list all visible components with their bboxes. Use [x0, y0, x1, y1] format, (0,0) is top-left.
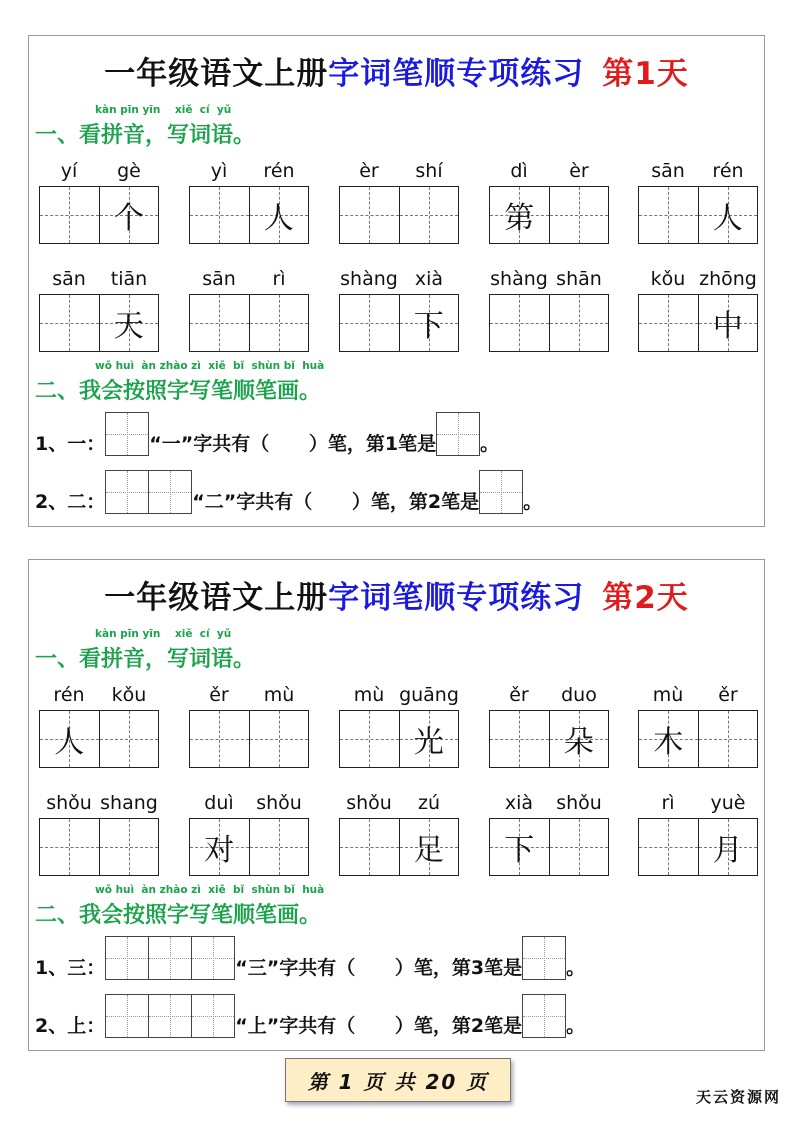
writing-cell[interactable]	[639, 295, 698, 351]
stroke-cell[interactable]	[523, 995, 565, 1037]
word-item	[39, 792, 159, 876]
pinyin: ěr	[509, 684, 529, 706]
writing-grid[interactable]	[638, 710, 758, 768]
writing-cell[interactable]	[40, 295, 99, 351]
writing-grid[interactable]	[489, 710, 609, 768]
section1-pinyin: kàn pīn yīn xiě cí yǔ	[95, 104, 232, 116]
pinyin: shǒu	[256, 792, 302, 814]
writing-cell[interactable]	[40, 819, 99, 875]
pinyin: èr	[569, 160, 589, 182]
stroke-question	[35, 412, 499, 456]
printed-char: 月	[712, 833, 743, 868]
pinyin: yì	[210, 160, 228, 182]
title-part: 一年级语文上册	[104, 580, 329, 616]
word-item	[39, 160, 159, 244]
section1-heading: 一、看拼音，写词语。	[35, 123, 256, 148]
stroke-grid[interactable]	[105, 412, 149, 456]
word-item	[339, 792, 459, 876]
section2-heading: 二、我会按照字写笔顺笔画。	[35, 903, 322, 928]
writing-cell[interactable]	[99, 187, 159, 243]
question-end: 。	[523, 491, 543, 513]
stroke-cell[interactable]	[148, 471, 191, 513]
worksheet-day-2	[28, 559, 765, 1051]
writing-grid[interactable]	[189, 294, 309, 352]
answer-stroke-box[interactable]	[479, 470, 523, 514]
writing-cell[interactable]	[190, 295, 249, 351]
writing-cell[interactable]	[340, 711, 399, 767]
pinyin: rì	[661, 792, 675, 814]
writing-cell[interactable]	[698, 819, 758, 875]
page-indicator: 第 1 页 共 20 页	[285, 1058, 511, 1102]
printed-char: 光	[413, 725, 444, 760]
stroke-grid[interactable]	[105, 470, 192, 514]
stroke-cell[interactable]	[106, 413, 148, 455]
writing-grid[interactable]	[339, 294, 459, 352]
writing-cell[interactable]	[639, 187, 698, 243]
writing-grid[interactable]	[189, 818, 309, 876]
title-part: 字词笔顺专项练习	[328, 580, 585, 616]
word-item	[489, 684, 609, 768]
worksheet-title	[29, 572, 764, 617]
pinyin: rén	[53, 684, 85, 706]
writing-cell[interactable]	[698, 187, 758, 243]
writing-grid[interactable]	[189, 710, 309, 768]
printed-char: 对	[204, 833, 235, 868]
printed-char: 人	[712, 201, 743, 236]
section2-heading: 二、我会按照字写笔顺笔画。	[35, 379, 322, 404]
printed-char: 下	[413, 309, 444, 344]
stroke-question	[35, 470, 542, 514]
word-item	[638, 792, 758, 876]
writing-cell[interactable]	[698, 711, 758, 767]
writing-grid[interactable]	[489, 818, 609, 876]
writing-grid[interactable]	[339, 186, 459, 244]
printed-char: 木	[653, 725, 684, 760]
answer-stroke-box[interactable]	[522, 994, 566, 1038]
pinyin: rì	[272, 268, 286, 290]
pinyin: dì	[510, 160, 528, 182]
stroke-cell[interactable]	[523, 937, 565, 979]
section2-pinyin: wǒ huì àn zhào zì xiě bǐ shùn bǐ huà	[95, 884, 325, 896]
writing-cell[interactable]	[639, 819, 698, 875]
pinyin: gè	[117, 160, 141, 182]
pinyin: mù	[353, 684, 385, 706]
writing-cell[interactable]	[490, 711, 549, 767]
title-part: 字词笔顺专项练习	[328, 56, 585, 92]
pinyin: zú	[417, 792, 440, 814]
pinyin: duì	[204, 792, 234, 814]
word-item	[638, 684, 758, 768]
word-item	[339, 684, 459, 768]
writing-cell[interactable]	[99, 295, 159, 351]
pinyin: shǒu	[556, 792, 602, 814]
section1-pinyin: kàn pīn yīn xiě cí yǔ	[95, 628, 232, 640]
writing-cell[interactable]	[99, 819, 159, 875]
printed-char: 人	[54, 725, 85, 760]
pinyin: rén	[263, 160, 295, 182]
writing-cell[interactable]	[399, 711, 459, 767]
pinyin: ěr	[718, 684, 738, 706]
word-item	[638, 160, 758, 244]
writing-grid[interactable]	[489, 186, 609, 244]
pinyin: sān	[52, 268, 86, 290]
question-end: 。	[566, 1015, 586, 1037]
pinyin: kǒu	[111, 684, 147, 706]
stroke-question	[35, 936, 585, 980]
question-text: “三”字共有（ ）笔，第3笔是	[235, 957, 523, 979]
writing-cell[interactable]	[249, 295, 309, 351]
writing-grid[interactable]	[39, 710, 159, 768]
pinyin: sān	[651, 160, 685, 182]
word-item	[638, 268, 758, 352]
writing-grid[interactable]	[489, 294, 609, 352]
writing-cell[interactable]	[549, 187, 609, 243]
stroke-grid[interactable]	[105, 936, 235, 980]
word-item	[489, 160, 609, 244]
writing-grid[interactable]	[189, 186, 309, 244]
pinyin: xià	[414, 268, 444, 290]
pinyin: kǒu	[650, 268, 686, 290]
stroke-cell[interactable]	[106, 995, 148, 1037]
pinyin: shang	[100, 792, 158, 814]
question-text: “二”字共有（ ）笔，第2笔是	[192, 491, 480, 513]
writing-cell[interactable]	[639, 711, 698, 767]
writing-grid[interactable]	[339, 818, 459, 876]
writing-cell[interactable]	[490, 295, 549, 351]
word-item	[189, 268, 309, 352]
question-label: 2、二：	[35, 491, 106, 513]
printed-char: 人	[263, 201, 294, 236]
writing-cell[interactable]	[399, 295, 459, 351]
pinyin: xià	[504, 792, 534, 814]
word-item	[189, 792, 309, 876]
word-item	[339, 160, 459, 244]
pinyin: mù	[263, 684, 295, 706]
writing-cell[interactable]	[340, 819, 399, 875]
printed-char: 个	[113, 201, 144, 236]
word-item	[39, 684, 159, 768]
answer-stroke-box[interactable]	[436, 412, 480, 456]
pinyin: shǒu	[46, 792, 92, 814]
brand-watermark: 天云资源网	[696, 1088, 782, 1106]
word-item	[489, 268, 609, 352]
writing-cell[interactable]	[549, 711, 609, 767]
writing-grid[interactable]	[339, 710, 459, 768]
stroke-cell[interactable]	[191, 937, 234, 979]
pinyin: guāng	[399, 684, 459, 706]
question-end: 。	[566, 957, 586, 979]
pinyin: shàng	[490, 268, 548, 290]
question-label: 2、上：	[35, 1015, 106, 1037]
section1-heading: 一、看拼音，写词语。	[35, 647, 256, 672]
question-text: “上”字共有（ ）笔，第2笔是	[235, 1015, 523, 1037]
stroke-cell[interactable]	[106, 937, 148, 979]
pinyin: tiān	[110, 268, 148, 290]
writing-cell[interactable]	[399, 819, 459, 875]
pinyin: ěr	[209, 684, 229, 706]
writing-cell[interactable]	[490, 819, 549, 875]
pinyin: èr	[359, 160, 379, 182]
stroke-cell[interactable]	[437, 413, 479, 455]
writing-grid[interactable]	[638, 186, 758, 244]
stroke-question	[35, 994, 585, 1038]
printed-char: 足	[413, 833, 444, 868]
writing-cell[interactable]	[490, 187, 549, 243]
question-label: 1、一：	[35, 433, 106, 455]
pinyin: shān	[556, 268, 602, 290]
printed-char: 第	[504, 201, 535, 236]
writing-cell[interactable]	[190, 819, 249, 875]
writing-cell[interactable]	[549, 295, 609, 351]
pinyin: mù	[652, 684, 684, 706]
pinyin: duo	[561, 684, 597, 706]
stroke-cell[interactable]	[191, 995, 234, 1037]
pinyin: shǒu	[346, 792, 392, 814]
word-item	[39, 268, 159, 352]
word-item	[189, 160, 309, 244]
title-part: 一年级语文上册	[104, 56, 329, 92]
writing-cell[interactable]	[40, 187, 99, 243]
worksheet-title	[29, 48, 764, 93]
question-label: 1、三：	[35, 957, 106, 979]
stroke-cell[interactable]	[148, 937, 191, 979]
stroke-cell[interactable]	[480, 471, 522, 513]
writing-grid[interactable]	[638, 818, 758, 876]
word-item	[189, 684, 309, 768]
pinyin: rén	[712, 160, 744, 182]
writing-cell[interactable]	[190, 187, 249, 243]
pinyin: yuè	[710, 792, 746, 814]
day-label: 第2天	[602, 580, 689, 616]
answer-stroke-box[interactable]	[522, 936, 566, 980]
stroke-cell[interactable]	[106, 471, 148, 513]
writing-grid[interactable]	[39, 818, 159, 876]
pinyin: yí	[60, 160, 78, 182]
pinyin: sān	[202, 268, 236, 290]
writing-cell[interactable]	[249, 711, 309, 767]
worksheet-day-1	[28, 35, 765, 527]
writing-cell[interactable]	[99, 711, 159, 767]
word-item	[489, 792, 609, 876]
writing-cell[interactable]	[399, 187, 459, 243]
writing-grid[interactable]	[638, 294, 758, 352]
printed-char: 下	[504, 833, 535, 868]
section2-pinyin: wǒ huì àn zhào zì xiě bǐ shùn bǐ huà	[95, 360, 325, 372]
writing-grid[interactable]	[39, 186, 159, 244]
writing-cell[interactable]	[249, 819, 309, 875]
pinyin: zhōng	[699, 268, 757, 290]
writing-cell[interactable]	[340, 187, 399, 243]
writing-cell[interactable]	[340, 295, 399, 351]
writing-grid[interactable]	[39, 294, 159, 352]
printed-char: 朵	[563, 725, 594, 760]
writing-cell[interactable]	[698, 295, 758, 351]
word-item	[339, 268, 459, 352]
printed-char: 天	[113, 309, 144, 344]
writing-cell[interactable]	[549, 819, 609, 875]
writing-cell[interactable]	[40, 711, 99, 767]
pinyin: shí	[415, 160, 443, 182]
pinyin: shàng	[340, 268, 398, 290]
question-text: “一”字共有（ ）笔，第1笔是	[149, 433, 437, 455]
printed-char: 中	[712, 309, 743, 344]
day-label: 第1天	[602, 56, 689, 92]
stroke-cell[interactable]	[148, 995, 191, 1037]
writing-cell[interactable]	[249, 187, 309, 243]
question-end: 。	[480, 433, 500, 455]
writing-cell[interactable]	[190, 711, 249, 767]
stroke-grid[interactable]	[105, 994, 235, 1038]
